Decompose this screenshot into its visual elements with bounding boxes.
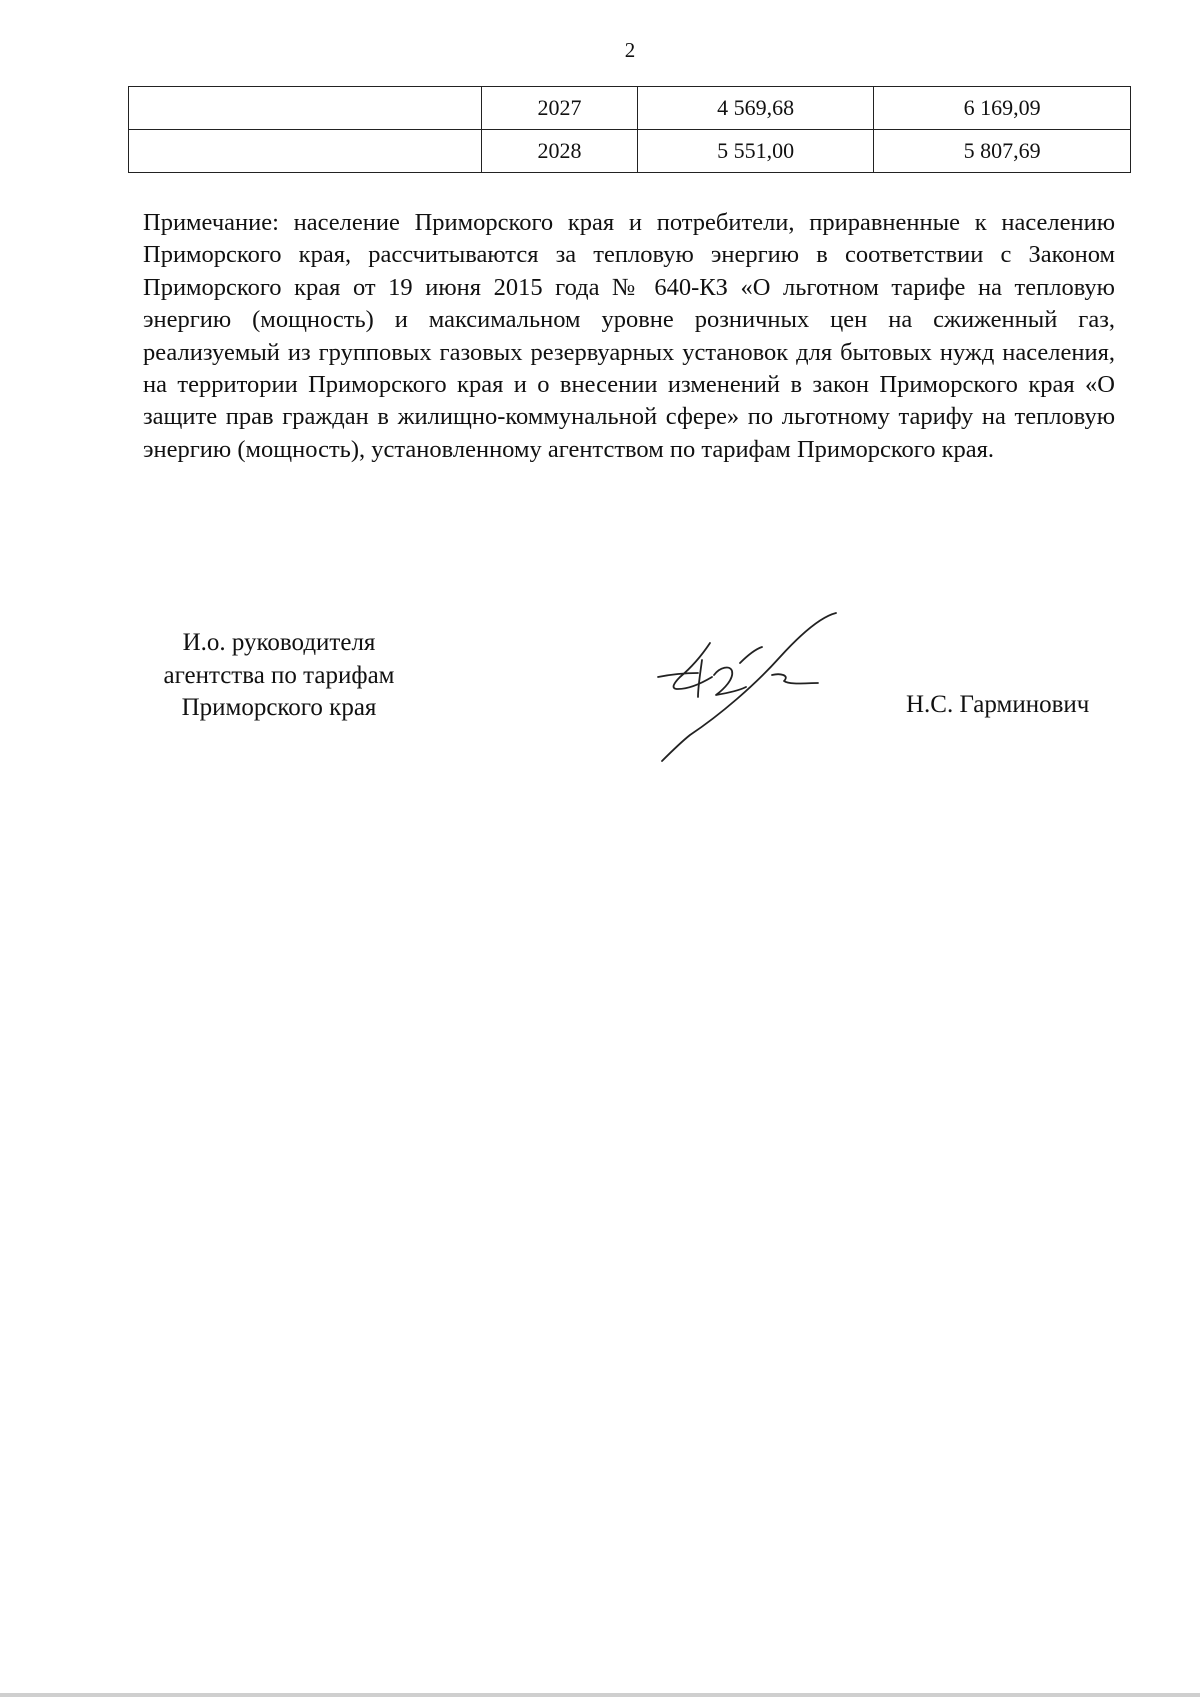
- table-row: [129, 87, 1131, 130]
- page-number: 2: [624, 38, 636, 62]
- handwritten-signature: [640, 605, 850, 765]
- table-cell-value: 5 807,69: [874, 130, 1131, 173]
- position-line: агентства по тарифам: [163, 661, 395, 689]
- position-line: И.о. руководителя: [182, 629, 376, 656]
- table-cell-value: 5 551,00: [638, 130, 874, 173]
- note-paragraph: Примечание: население Приморского края и потребители, приравненные к населению Приморского края, рассчитываются за тепловую энергию в соответствии с Законом Приморского края от 19 июня 2015 года № 640-КЗ «О льготном тарифе на тепловую энергию (мощность) и максимальном уровне розничных цен на сжиженный газ, реализуемый из групповых газовых резервуарных установок для бытовых нужд населения, на территории Приморского края и о внесении изменений в закон Приморского края «О защите прав граждан в жилищно-коммунальной сфере» по льготному тарифу на тепловую энергию (мощность), установленному агентством по тарифам Приморского края.: [143, 209, 1115, 463]
- signatory-name: Н.С. Гарминович: [906, 691, 1090, 718]
- table-cell-value: 6 169,09: [874, 87, 1131, 130]
- table-cell-label: [129, 130, 482, 173]
- table-row: [129, 130, 1131, 173]
- position-line: Приморского края: [181, 694, 377, 721]
- table-cell-year: 2028: [481, 130, 637, 173]
- table-cell-label: [129, 87, 482, 130]
- page-edge: [0, 1693, 1200, 1697]
- signatory-position: [143, 627, 415, 725]
- tariff-table: [128, 86, 1131, 173]
- table-cell-year: 2027: [481, 87, 637, 130]
- table-cell-value: 4 569,68: [638, 87, 874, 130]
